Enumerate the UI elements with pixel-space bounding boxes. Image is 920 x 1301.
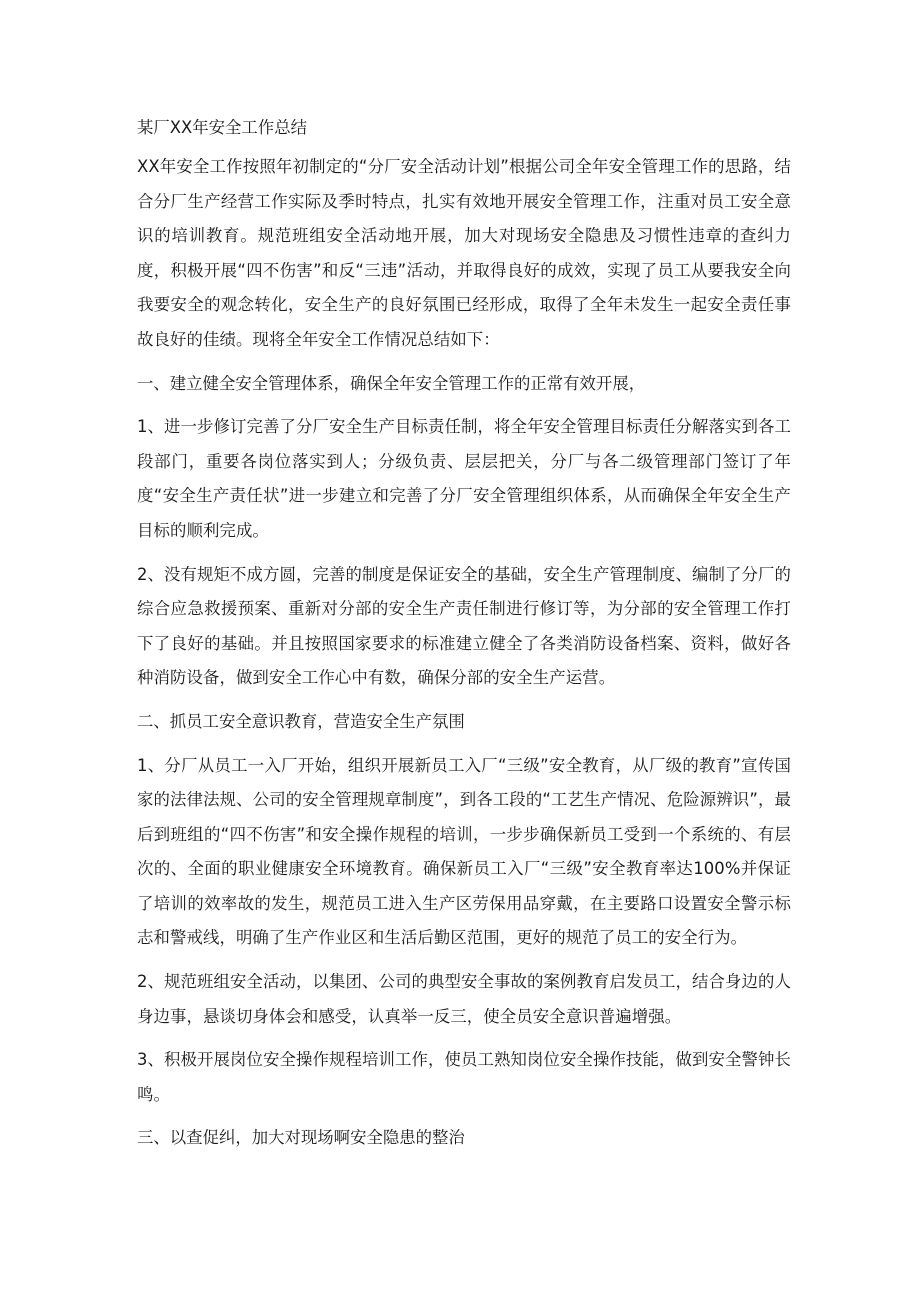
section-2-item-1: 1、分厂从员工一入厂开始，组织开展新员工入厂“三级”安全教育，从厂级的教育”宣传国家的法律法规、公司的安全管理规章制度”，到各工段的“工艺生产情况、危险源辨识”，最后到班组的“四不伤害”和安全操作规程的培训，一步步确保新员工受到一个系统的、有层次的、全面的职业健康安全环境教育。确保新员工入厂“三级”安全教育率达100%并保证了培训的效率故的发生，规范员工进入生产区劳保用品穿戴，在主要路口设置安全警示标志和警戒线，明确了生产作业区和生活后勤区范围，更好的规范了员工的安全行为。	[137, 755, 791, 948]
section-2-heading: 二、抓员工安全意识教育，营造安全生产氛围	[137, 711, 465, 731]
section-2-item-3: 3、积极开展岗位安全操作规程培训工作，使员工熟知岗位安全操作技能，做到安全警钟长鸣。	[137, 1050, 791, 1104]
section-3-heading: 三、以查促纠，加大对现场啊安全隐患的整治	[137, 1128, 465, 1148]
section-1-item-1: 1、进一步修订完善了分厂安全生产目标责任制，将全年安全管理目标责任分解落实到各工段部门，重要各岗位落实到人；分级负责、层层把关，分厂与各二级管理部门签订了年度“安全生产责任状”进一步建立和完善了分厂安全管理组织体系，从而确保全年安全生产目标的顺利完成。	[137, 417, 791, 540]
section-1-item-2: 2、没有规矩不成方圆，完善的制度是保证安全的基础，安全生产管理制度、编制了分厂的综合应急救援预案、重新对分部的安全生产责任制进行修订等，为分部的安全管理工作打下了良好的基础。并且按照国家要求的标准建立健全了各类消防设备档案、资料，做好各种消防设备，做到安全工作心中有数，确保分部的安全生产运营。	[137, 564, 791, 688]
intro-paragraph: XX年安全工作按照年初制定的“分厂安全活动计划”根据公司全年安全管理工作的思路，结合分厂生产经营工作实际及季时特点，扎实有效地开展安全管理工作，注重对员工安全意识的培训教育。规范班组安全活动地开展，加大对现场安全隐患及习惯性违章的查纠力度，积极开展“四不伤害”和反“三违”活动，并取得良好的成效，实现了员工从要我安全向我要安全的观念转化，安全生产的良好氛围已经形成，取得了全年未发生一起安全责任事故良好的佳绩。现将全年安全工作情况总结如下：	[137, 157, 791, 349]
section-2-item-2: 2、规范班组安全活动，以集团、公司的典型安全事故的案例教育启发员工，结合身边的人身边事，悬谈切身体会和感受，认真举一反三，使全员安全意识普遍增强。	[137, 972, 791, 1026]
document-title: 某厂XX年安全工作总结	[137, 118, 307, 137]
section-1-heading: 一、建立健全安全管理体系，确保全年安全管理工作的正常有效开展，	[137, 373, 646, 393]
document-body	[137, 113, 791, 1165]
